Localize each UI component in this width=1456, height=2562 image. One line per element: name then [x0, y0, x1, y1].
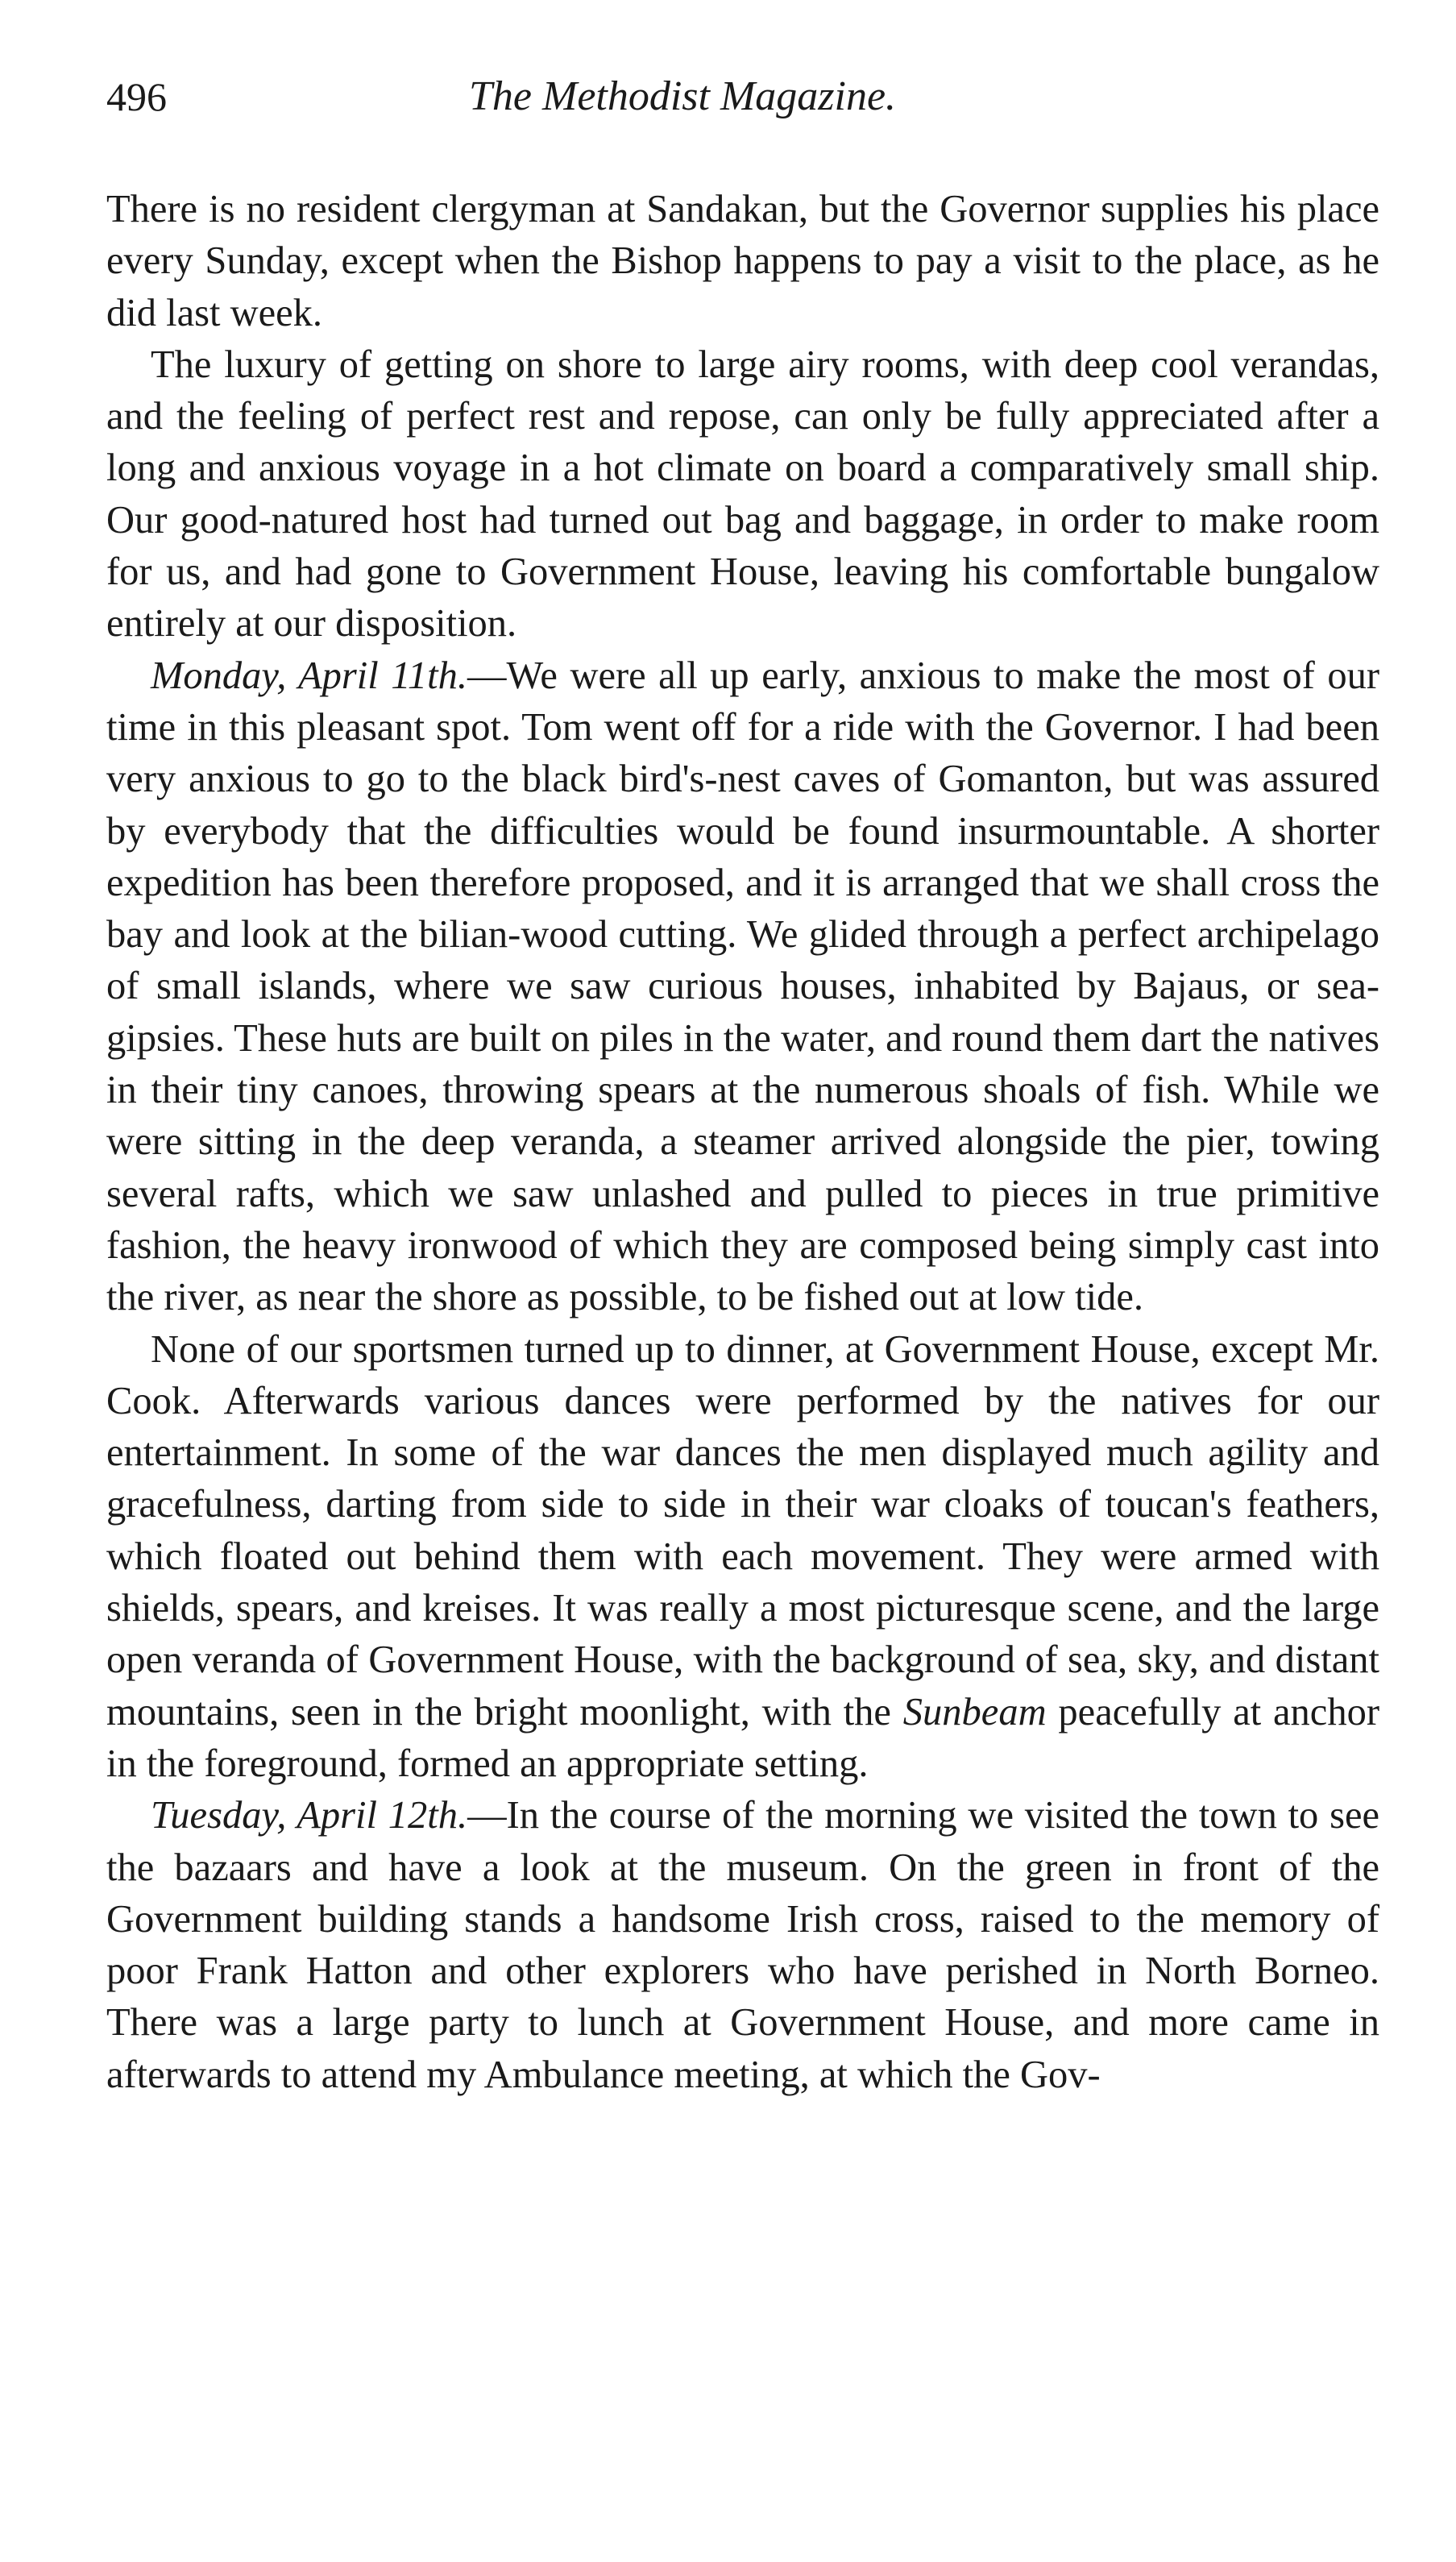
- ship-name: Sunbeam: [902, 1690, 1047, 1734]
- journal-title: The Methodist Magazine.: [469, 73, 897, 119]
- paragraph-text: The luxury of getting on shore to large airy rooms, with deep cool verandas, and the feeling of perfect rest and repose, can only be fully appreciated after a long and anxious voyage in a hot climate on board a comparatively small ship. Our good-natured host had turned out bag and baggage, in order to make room for us, and had gone to Government House, leaving his comfortable bungalow entirely at our disposition.: [106, 343, 1379, 646]
- paragraph-text: There is no resident clergyman at Sandakan, but the Governor supplies his place every Sunday, except when the Bishop happens to pay a visit to the place, as he did last week.: [106, 188, 1379, 334]
- paragraph-3: [106, 650, 1379, 1324]
- paragraph-text-before: None of our sportsmen turned up to dinner, at Government House, except Mr. Cook. Afterwards various dances were performed by the natives for our entertainment. In some of the war dances the men displayed much agility and gracefulness, darting from side to side in their war cloaks of toucan's feathers, which floated out behind them with each movement. They were armed with shields, spears, and kreises. It was really a most picturesque scene, and the large open veranda of Government House, with the background of sea, sky, and distant mountains, seen in the bright moonlight, with the: [106, 1327, 1379, 1734]
- paragraph-4: [106, 1324, 1379, 1791]
- paragraph-2: [106, 339, 1379, 650]
- paragraph-text: —In the course of the morning we visited the town to see the bazaars and have a look at the museum. On the green in front of the Government building stands a handsome Irish cross, raised to the memory of poor Frank Hatton and other explorers who have perished in North Borneo. There was a large party to lunch at Government House, and more came in afterwards to attend my Ambulance meeting, at which the Gov-: [106, 1794, 1379, 2096]
- paragraph-1: [106, 184, 1379, 339]
- book-page: [106, 73, 1379, 2096]
- paragraph-text: —We were all up early, anxious to make the most of our time in this pleasant spot. Tom went off for a ride with the Governor. I had been very anxious to go to the black bird's-nest caves of Gomanton, but was assured by everybody that the difficulties would be found insurmountable. A shorter expedition has been therefore proposed, and it is arranged that we shall cross the bay and look at the bilian-wood cutting. We glided through a perfect archipelago of small islands, where we saw curious houses, inhabited by Bajaus, or sea-gipsies. These huts are built on piles in the water, and round them dart the natives in their tiny canoes, throwing spears at the numerous shoals of fish. While we were sitting in the deep veranda, a steamer arrived alongside the pier, towing several rafts, which we saw unlashed and pulled to pieces in true primitive fashion, the heavy ironwood of which they are composed being simply cast into the river, as near the shore as possible, to be fished out at low tide.: [106, 654, 1379, 1319]
- paragraph-5: [106, 1790, 1379, 2101]
- paragraph-text-after: peacefully at anchor in the foreground, formed an appropriate setting.: [106, 1690, 1379, 1785]
- article-body: [106, 184, 1379, 2101]
- dateline-tuesday: Tuesday, April 12th.: [151, 1794, 468, 1837]
- running-head: [106, 73, 1379, 153]
- page-number: 496: [106, 74, 167, 119]
- dateline-monday: Monday, April 11th.: [151, 654, 467, 697]
